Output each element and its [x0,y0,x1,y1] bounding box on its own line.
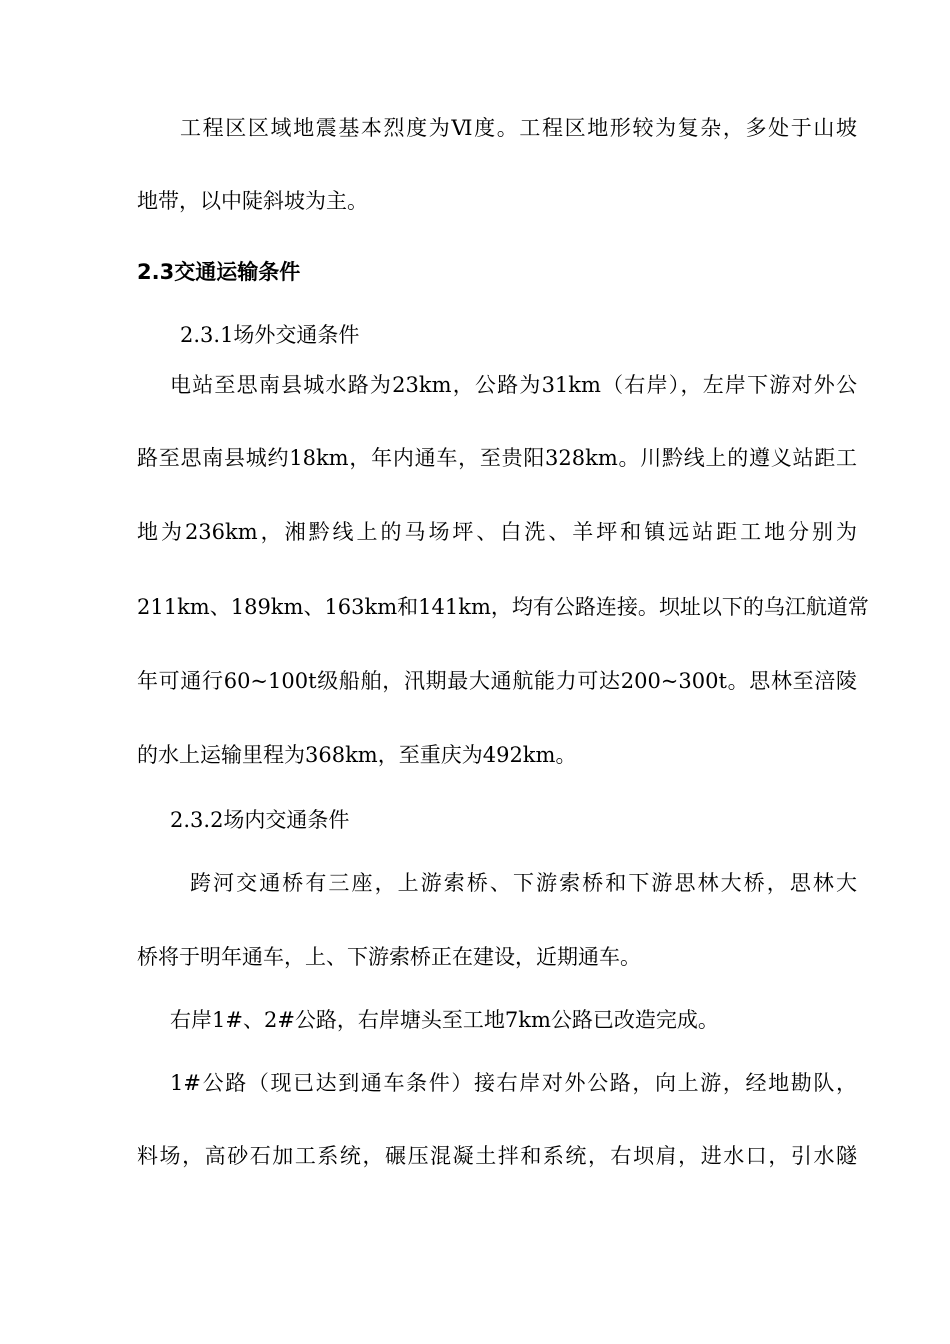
paragraph-seismic-line-2: 地带，以中陡斜坡为主。 [137,189,368,213]
paragraph-external-traffic-line-3: 地为236km，湘黔线上的马场坪、白洗、羊坪和镇远站距工地分别为 [137,520,857,544]
paragraph-road-1-line-2: 料场，高砂石加工系统，碾压混凝土拌和系统，右坝肩，进水口，引水隧 [137,1144,857,1168]
paragraph-internal-traffic-line-1: 跨河交通桥有三座，上游索桥、下游索桥和下游思林大桥，思林大 [190,871,857,895]
paragraph-external-traffic-line-5: 年可通行60~100t级船舶，汛期最大通航能力可达200~300t。思林至涪陵 [137,669,857,693]
subsection-heading-2-3-1: 2.3.1场外交通条件 [180,323,360,347]
subsection-heading-2-3-2: 2.3.2场内交通条件 [170,808,350,832]
paragraph-road-1-line-1: 1#公路（现已达到通车条件）接右岸对外公路，向上游，经地勘队， [170,1071,857,1095]
paragraph-seismic-line-1: 工程区区域地震基本烈度为Ⅵ度。工程区地形较为复杂，多处于山坡 [180,116,857,140]
paragraph-right-bank-roads: 右岸1#、2#公路，右岸塘头至工地7km公路已改造完成。 [170,1008,719,1032]
paragraph-external-traffic-line-4: 211km、189km、163km和141km，均有公路连接。坝址以下的乌江航道常 [137,595,869,619]
paragraph-internal-traffic-line-2: 桥将于明年通车，上、下游索桥正在建设，近期通车。 [137,945,641,969]
paragraph-external-traffic-line-2: 路至思南县城约18km，年内通车，至贵阳328km。川黔线上的遵义站距工 [137,446,857,470]
paragraph-external-traffic-line-6: 的水上运输里程为368km，至重庆为492km。 [137,743,577,767]
paragraph-external-traffic-line-1: 电站至思南县城水路为23km，公路为31km（右岸），左岸下游对外公 [170,373,857,397]
section-heading-2-3: 2.3交通运输条件 [137,260,301,284]
